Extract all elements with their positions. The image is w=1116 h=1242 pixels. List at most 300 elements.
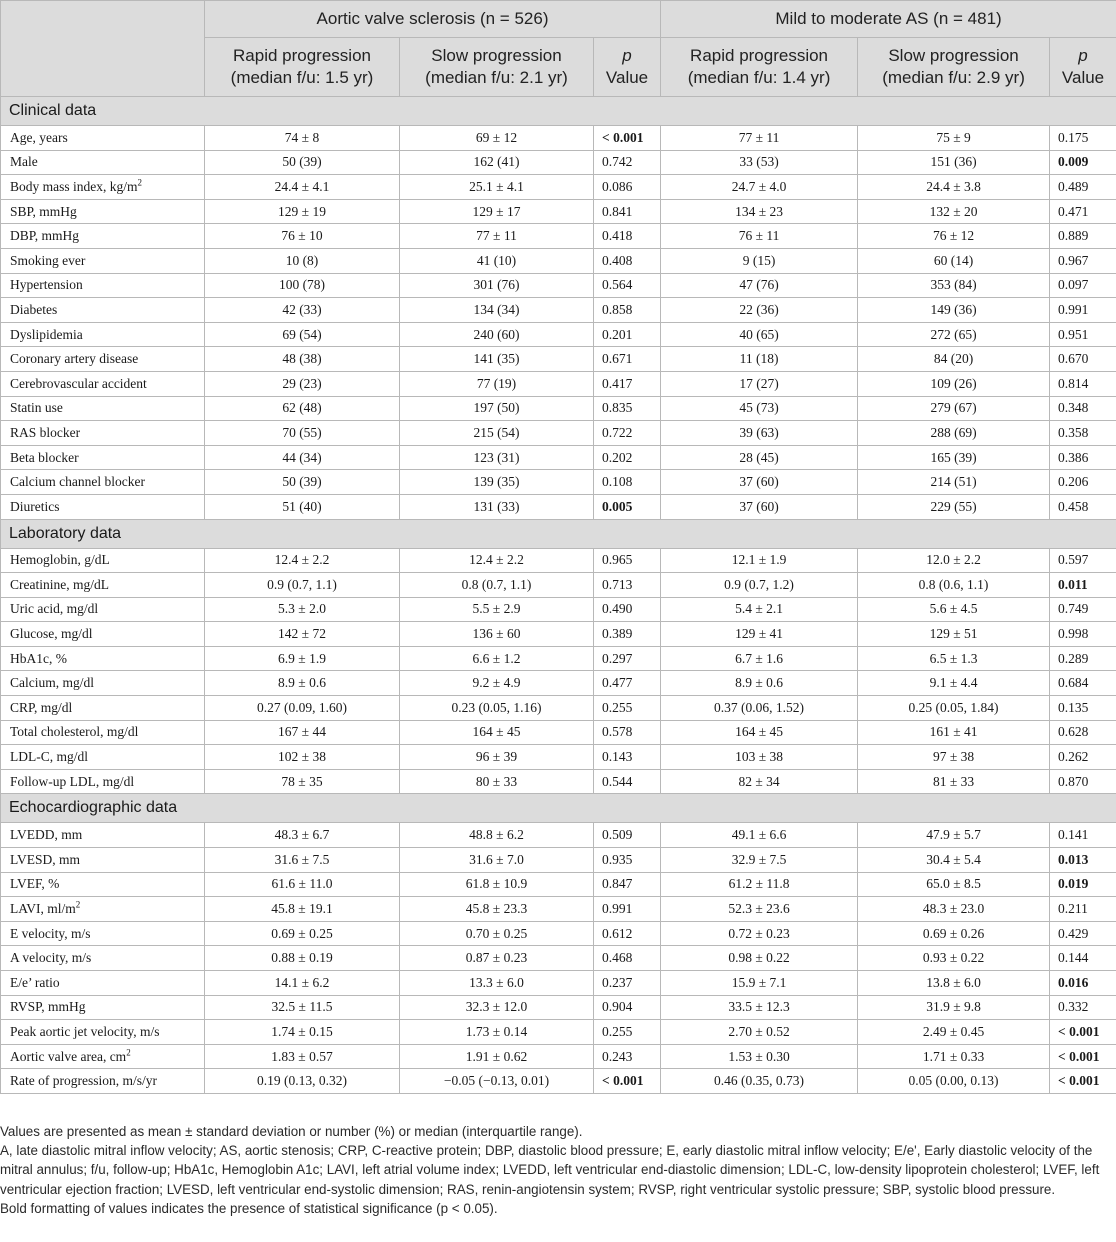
g2-slow-value: 12.0 ± 2.2 <box>858 548 1050 573</box>
row-label-text: Peak aortic jet velocity, m/s <box>10 1023 160 1039</box>
row-label-text: Follow-up LDL, mg/dl <box>10 773 135 789</box>
table-row <box>1 745 1116 770</box>
header-group-mild-moderate-as: Mild to moderate AS (n = 481) <box>661 1 1116 38</box>
g2-slow-value: 0.25 (0.05, 1.84) <box>858 696 1050 721</box>
row-label-text: Statin use <box>10 400 63 416</box>
table-row <box>1 470 1116 495</box>
g1-p-value: 0.564 <box>594 273 661 298</box>
table-row <box>1 347 1116 372</box>
row-label-text: Hypertension <box>10 277 83 293</box>
g2-slow-value: 353 (84) <box>858 273 1050 298</box>
row-label <box>1 848 205 873</box>
row-label-text: LVEF, % <box>10 876 60 892</box>
g2-slow-value: 288 (69) <box>858 421 1050 446</box>
g2-rapid-value: 33 (53) <box>661 150 858 175</box>
row-label <box>1 548 205 573</box>
g2-slow-value: 97 ± 38 <box>858 745 1050 770</box>
g1-rapid-value: 10 (8) <box>205 248 400 273</box>
table-row <box>1 995 1116 1020</box>
row-label-text: Total cholesterol, mg/dl <box>10 724 139 740</box>
g1-p-value: 0.418 <box>594 224 661 249</box>
section-title: Laboratory data <box>1 519 1116 548</box>
g2-p-value: 0.870 <box>1050 769 1116 794</box>
section-title: Echocardiographic data <box>1 794 1116 823</box>
g1-slow-value: 164 ± 45 <box>400 720 594 745</box>
g1-rapid-value: 129 ± 19 <box>205 199 400 224</box>
g1-p-value: 0.847 <box>594 872 661 897</box>
g2-rapid-value: 33.5 ± 12.3 <box>661 995 858 1020</box>
row-label <box>1 371 205 396</box>
section-title: Clinical data <box>1 97 1116 126</box>
g1-slow-value: 1.91 ± 0.62 <box>400 1044 594 1069</box>
g1-p-value: 0.578 <box>594 720 661 745</box>
g2-rapid-value: 103 ± 38 <box>661 745 858 770</box>
g1-rapid-value: 102 ± 38 <box>205 745 400 770</box>
g1-p-value: 0.468 <box>594 946 661 971</box>
g2-slow-value: 65.0 ± 8.5 <box>858 872 1050 897</box>
table-row <box>1 573 1116 598</box>
row-label <box>1 150 205 175</box>
g1-slow-value: 0.87 ± 0.23 <box>400 946 594 971</box>
g2-rapid-value: 12.1 ± 1.9 <box>661 548 858 573</box>
g2-slow-value: 75 ± 9 <box>858 126 1050 151</box>
g1-p-value: 0.904 <box>594 995 661 1020</box>
g1-slow-value: 301 (76) <box>400 273 594 298</box>
row-label-text: Hemoglobin, g/dL <box>10 552 110 568</box>
g2-p-value: 0.358 <box>1050 421 1116 446</box>
g1-rapid-value: 44 (34) <box>205 445 400 470</box>
g1-p-value: 0.202 <box>594 445 661 470</box>
row-label <box>1 646 205 671</box>
section-header-row <box>1 794 1116 823</box>
g1-p-value: 0.490 <box>594 597 661 622</box>
g2-slow-value: 214 (51) <box>858 470 1050 495</box>
g2-p-value: 0.998 <box>1050 622 1116 647</box>
g2-slow-value: 279 (67) <box>858 396 1050 421</box>
g2-rapid-value: 11 (18) <box>661 347 858 372</box>
table-row <box>1 175 1116 200</box>
g2-rapid-value: 164 ± 45 <box>661 720 858 745</box>
row-label <box>1 622 205 647</box>
g1-p-value: 0.935 <box>594 848 661 873</box>
g1-slow-value: 61.8 ± 10.9 <box>400 872 594 897</box>
row-label-text: RAS blocker <box>10 424 81 440</box>
table-row <box>1 897 1116 922</box>
g2-rapid-value: 37 (60) <box>661 470 858 495</box>
g1-rapid-value: 0.69 ± 0.25 <box>205 921 400 946</box>
row-label <box>1 823 205 848</box>
row-label-text: CRP, mg/dl <box>10 699 73 715</box>
section-header-row <box>1 519 1116 548</box>
g1-rapid-value: 42 (33) <box>205 298 400 323</box>
g2-p-value: 0.206 <box>1050 470 1116 495</box>
table-row <box>1 872 1116 897</box>
row-label <box>1 995 205 1020</box>
g2-rapid-value: 134 ± 23 <box>661 199 858 224</box>
row-label-text: Uric acid, mg/dl <box>10 601 99 617</box>
g2-slow-value: 151 (36) <box>858 150 1050 175</box>
g2-slow-value: 0.05 (0.00, 0.13) <box>858 1069 1050 1094</box>
g2-p-value: 0.749 <box>1050 597 1116 622</box>
g1-slow-value: 41 (10) <box>400 248 594 273</box>
g2-slow-value: 132 ± 20 <box>858 199 1050 224</box>
g1-slow-value: 131 (33) <box>400 494 594 519</box>
table-row <box>1 494 1116 519</box>
g2-p-value: 0.332 <box>1050 995 1116 1020</box>
row-label <box>1 421 205 446</box>
g1-p-value: 0.841 <box>594 199 661 224</box>
g2-rapid-value: 47 (76) <box>661 273 858 298</box>
g1-p-value: 0.417 <box>594 371 661 396</box>
header-g2-rapid: Rapid progression (median f/u: 1.4 yr) <box>661 38 858 97</box>
table-row <box>1 421 1116 446</box>
g2-slow-value: 165 (39) <box>858 445 1050 470</box>
footnote-values-format: Values are presented as mean ± standard deviation or number (%) or median (interquartile range). <box>0 1124 583 1139</box>
row-label-text: LVEDD, mm <box>10 827 83 843</box>
g1-rapid-value: 69 (54) <box>205 322 400 347</box>
g1-rapid-value: 62 (48) <box>205 396 400 421</box>
g2-rapid-value: 22 (36) <box>661 298 858 323</box>
row-label <box>1 1020 205 1045</box>
g2-rapid-value: 0.46 (0.35, 0.73) <box>661 1069 858 1094</box>
row-label <box>1 1069 205 1094</box>
g1-slow-value: 139 (35) <box>400 470 594 495</box>
g1-slow-value: 0.8 (0.7, 1.1) <box>400 573 594 598</box>
g1-rapid-value: 167 ± 44 <box>205 720 400 745</box>
g1-rapid-value: 32.5 ± 11.5 <box>205 995 400 1020</box>
g2-slow-value: 6.5 ± 1.3 <box>858 646 1050 671</box>
row-label-text: Aortic valve area, cm <box>10 1048 127 1064</box>
table-row <box>1 971 1116 996</box>
g2-rapid-value: 0.98 ± 0.22 <box>661 946 858 971</box>
row-label-superscript: 2 <box>126 1047 131 1058</box>
g1-p-value: 0.297 <box>594 646 661 671</box>
row-label-text: E velocity, m/s <box>10 925 91 941</box>
row-label <box>1 445 205 470</box>
g1-p-value: 0.086 <box>594 175 661 200</box>
g1-rapid-value: 1.83 ± 0.57 <box>205 1044 400 1069</box>
g1-rapid-value: 51 (40) <box>205 494 400 519</box>
row-label <box>1 946 205 971</box>
g1-p-value: 0.991 <box>594 897 661 922</box>
table-body <box>1 97 1116 1094</box>
g1-p-value: 0.671 <box>594 347 661 372</box>
g2-p-value: 0.684 <box>1050 671 1116 696</box>
row-label-text: Diuretics <box>10 498 60 514</box>
footnote-bold-significance: Bold formatting of values indicates the presence of statistical significance (p < 0.05). <box>0 1200 498 1216</box>
g1-rapid-value: 74 ± 8 <box>205 126 400 151</box>
table-row <box>1 1020 1116 1045</box>
g1-slow-value: 69 ± 12 <box>400 126 594 151</box>
header-g1-rapid: Rapid progression (median f/u: 1.5 yr) <box>205 38 400 97</box>
g2-rapid-value: 37 (60) <box>661 494 858 519</box>
row-label <box>1 126 205 151</box>
g2-slow-value: 31.9 ± 9.8 <box>858 995 1050 1020</box>
g2-p-value: 0.348 <box>1050 396 1116 421</box>
g2-p-value: 0.628 <box>1050 720 1116 745</box>
table-row <box>1 199 1116 224</box>
g2-rapid-value: 61.2 ± 11.8 <box>661 872 858 897</box>
g1-p-value: 0.509 <box>594 823 661 848</box>
g1-slow-value: 96 ± 39 <box>400 745 594 770</box>
g2-rapid-value: 24.7 ± 4.0 <box>661 175 858 200</box>
g1-slow-value: 136 ± 60 <box>400 622 594 647</box>
g2-rapid-value: 40 (65) <box>661 322 858 347</box>
g2-slow-value: 48.3 ± 23.0 <box>858 897 1050 922</box>
g2-slow-value: 81 ± 33 <box>858 769 1050 794</box>
table-row <box>1 823 1116 848</box>
row-label <box>1 224 205 249</box>
g2-p-value: 0.289 <box>1050 646 1116 671</box>
g2-rapid-value: 77 ± 11 <box>661 126 858 151</box>
g1-p-value: 0.237 <box>594 971 661 996</box>
g2-slow-value: 60 (14) <box>858 248 1050 273</box>
g1-rapid-value: 0.27 (0.09, 1.60) <box>205 696 400 721</box>
table-row <box>1 671 1116 696</box>
g1-rapid-value: 45.8 ± 19.1 <box>205 897 400 922</box>
g1-slow-value: 129 ± 17 <box>400 199 594 224</box>
row-label-text: Smoking ever <box>10 252 86 268</box>
row-label-text: Dyslipidemia <box>10 326 83 342</box>
g2-p-value: 0.141 <box>1050 823 1116 848</box>
g2-p-value: 0.471 <box>1050 199 1116 224</box>
g2-p-value: 0.019 <box>1050 872 1116 897</box>
g2-p-value: < 0.001 <box>1050 1069 1116 1094</box>
row-label <box>1 396 205 421</box>
g2-rapid-value: 76 ± 11 <box>661 224 858 249</box>
g1-slow-value: 48.8 ± 6.2 <box>400 823 594 848</box>
table-row <box>1 921 1116 946</box>
g2-slow-value: 0.8 (0.6, 1.1) <box>858 573 1050 598</box>
g2-slow-value: 129 ± 51 <box>858 622 1050 647</box>
header-g2-slow: Slow progression (median f/u: 2.9 yr) <box>858 38 1050 97</box>
g2-p-value: 0.097 <box>1050 273 1116 298</box>
g1-p-value: 0.858 <box>594 298 661 323</box>
table-row <box>1 396 1116 421</box>
row-label <box>1 573 205 598</box>
g1-rapid-value: 61.6 ± 11.0 <box>205 872 400 897</box>
table-row <box>1 126 1116 151</box>
table-row <box>1 720 1116 745</box>
g1-p-value: 0.408 <box>594 248 661 273</box>
g2-rapid-value: 45 (73) <box>661 396 858 421</box>
g2-p-value: 0.489 <box>1050 175 1116 200</box>
g1-p-value: 0.389 <box>594 622 661 647</box>
header-g1-slow: Slow progression (median f/u: 2.1 yr) <box>400 38 594 97</box>
row-label-text: HbA1c, % <box>10 650 67 666</box>
row-label-text: Coronary artery disease <box>10 351 139 367</box>
g1-slow-value: 240 (60) <box>400 322 594 347</box>
g2-p-value: 0.011 <box>1050 573 1116 598</box>
g2-p-value: 0.135 <box>1050 696 1116 721</box>
g2-p-value: 0.458 <box>1050 494 1116 519</box>
g2-p-value: 0.670 <box>1050 347 1116 372</box>
row-label-text: A velocity, m/s <box>10 950 92 966</box>
g1-slow-value: 123 (31) <box>400 445 594 470</box>
table-row <box>1 646 1116 671</box>
g2-p-value: 0.009 <box>1050 150 1116 175</box>
row-label-text: Glucose, mg/dl <box>10 626 93 642</box>
g2-p-value: 0.262 <box>1050 745 1116 770</box>
g1-rapid-value: 142 ± 72 <box>205 622 400 647</box>
header-blank-cell <box>1 1 205 97</box>
g1-slow-value: 77 ± 11 <box>400 224 594 249</box>
row-label-text: LAVI, ml/m <box>10 901 76 917</box>
table-row <box>1 322 1116 347</box>
g2-slow-value: 30.4 ± 5.4 <box>858 848 1050 873</box>
g1-p-value: 0.243 <box>594 1044 661 1069</box>
g1-slow-value: 25.1 ± 4.1 <box>400 175 594 200</box>
g2-rapid-value: 49.1 ± 6.6 <box>661 823 858 848</box>
g1-slow-value: 77 (19) <box>400 371 594 396</box>
row-label <box>1 671 205 696</box>
row-label <box>1 347 205 372</box>
g2-rapid-value: 9 (15) <box>661 248 858 273</box>
g2-slow-value: 109 (26) <box>858 371 1050 396</box>
row-label <box>1 199 205 224</box>
g2-slow-value: 1.71 ± 0.33 <box>858 1044 1050 1069</box>
g1-slow-value: 13.3 ± 6.0 <box>400 971 594 996</box>
g2-p-value: < 0.001 <box>1050 1020 1116 1045</box>
g1-rapid-value: 50 (39) <box>205 470 400 495</box>
g1-rapid-value: 29 (23) <box>205 371 400 396</box>
g1-rapid-value: 0.19 (0.13, 0.32) <box>205 1069 400 1094</box>
table-row <box>1 597 1116 622</box>
g2-p-value: 0.967 <box>1050 248 1116 273</box>
g1-rapid-value: 5.3 ± 2.0 <box>205 597 400 622</box>
g1-rapid-value: 78 ± 35 <box>205 769 400 794</box>
g1-p-value: 0.255 <box>594 1020 661 1045</box>
row-label <box>1 597 205 622</box>
row-label <box>1 720 205 745</box>
g1-p-value: 0.742 <box>594 150 661 175</box>
g1-slow-value: 45.8 ± 23.3 <box>400 897 594 922</box>
g2-rapid-value: 82 ± 34 <box>661 769 858 794</box>
g1-p-value: 0.143 <box>594 745 661 770</box>
row-label-text: Rate of progression, m/s/yr <box>10 1073 157 1089</box>
row-label-superscript: 2 <box>137 177 142 188</box>
g2-p-value: 0.175 <box>1050 126 1116 151</box>
g1-rapid-value: 70 (55) <box>205 421 400 446</box>
g1-rapid-value: 100 (78) <box>205 273 400 298</box>
g1-rapid-value: 31.6 ± 7.5 <box>205 848 400 873</box>
g2-rapid-value: 129 ± 41 <box>661 622 858 647</box>
g2-slow-value: 5.6 ± 4.5 <box>858 597 1050 622</box>
g1-slow-value: 134 (34) <box>400 298 594 323</box>
g2-rapid-value: 32.9 ± 7.5 <box>661 848 858 873</box>
g1-slow-value: 0.70 ± 0.25 <box>400 921 594 946</box>
row-label <box>1 921 205 946</box>
g1-p-value: 0.713 <box>594 573 661 598</box>
g2-slow-value: 47.9 ± 5.7 <box>858 823 1050 848</box>
g2-p-value: 0.951 <box>1050 322 1116 347</box>
g2-p-value: < 0.001 <box>1050 1044 1116 1069</box>
g2-p-value: 0.991 <box>1050 298 1116 323</box>
g1-p-value: < 0.001 <box>594 1069 661 1094</box>
g2-slow-value: 13.8 ± 6.0 <box>858 971 1050 996</box>
row-label-text: Cerebrovascular accident <box>10 375 147 391</box>
g1-rapid-value: 14.1 ± 6.2 <box>205 971 400 996</box>
row-label <box>1 322 205 347</box>
g1-p-value: 0.477 <box>594 671 661 696</box>
g2-rapid-value: 39 (63) <box>661 421 858 446</box>
row-label-text: Calcium, mg/dl <box>10 675 94 691</box>
g1-p-value: 0.544 <box>594 769 661 794</box>
table-row <box>1 150 1116 175</box>
g1-slow-value: 197 (50) <box>400 396 594 421</box>
g2-p-value: 0.814 <box>1050 371 1116 396</box>
row-label <box>1 248 205 273</box>
table-row <box>1 371 1116 396</box>
g2-slow-value: 24.4 ± 3.8 <box>858 175 1050 200</box>
g2-slow-value: 9.1 ± 4.4 <box>858 671 1050 696</box>
header-g1-p-value: p Value <box>594 38 661 97</box>
g2-rapid-value: 17 (27) <box>661 371 858 396</box>
g2-p-value: 0.386 <box>1050 445 1116 470</box>
g1-rapid-value: 1.74 ± 0.15 <box>205 1020 400 1045</box>
g1-rapid-value: 0.88 ± 0.19 <box>205 946 400 971</box>
row-label-text: Calcium channel blocker <box>10 474 145 490</box>
row-label-text: Beta blocker <box>10 449 79 465</box>
g2-slow-value: 272 (65) <box>858 322 1050 347</box>
table-row <box>1 696 1116 721</box>
g2-slow-value: 161 ± 41 <box>858 720 1050 745</box>
g1-rapid-value: 48.3 ± 6.7 <box>205 823 400 848</box>
g2-rapid-value: 0.72 ± 0.23 <box>661 921 858 946</box>
table-row <box>1 445 1116 470</box>
g1-slow-value: −0.05 (−0.13, 0.01) <box>400 1069 594 1094</box>
g1-slow-value: 80 ± 33 <box>400 769 594 794</box>
g2-slow-value: 149 (36) <box>858 298 1050 323</box>
g2-slow-value: 84 (20) <box>858 347 1050 372</box>
g2-rapid-value: 6.7 ± 1.6 <box>661 646 858 671</box>
table-row <box>1 224 1116 249</box>
row-label <box>1 745 205 770</box>
row-label-text: Creatinine, mg/dL <box>10 576 109 592</box>
table-footnotes <box>0 1122 1112 1218</box>
g1-slow-value: 9.2 ± 4.9 <box>400 671 594 696</box>
g1-rapid-value: 12.4 ± 2.2 <box>205 548 400 573</box>
row-label-text: DBP, mmHg <box>10 228 80 244</box>
g1-slow-value: 141 (35) <box>400 347 594 372</box>
g2-p-value: 0.144 <box>1050 946 1116 971</box>
g1-slow-value: 162 (41) <box>400 150 594 175</box>
g2-rapid-value: 0.9 (0.7, 1.2) <box>661 573 858 598</box>
g1-rapid-value: 76 ± 10 <box>205 224 400 249</box>
g1-p-value: 0.835 <box>594 396 661 421</box>
table-row <box>1 548 1116 573</box>
g1-rapid-value: 6.9 ± 1.9 <box>205 646 400 671</box>
header-group-aortic-sclerosis: Aortic valve sclerosis (n = 526) <box>205 1 661 38</box>
g1-p-value: < 0.001 <box>594 126 661 151</box>
row-label <box>1 175 205 200</box>
g1-slow-value: 1.73 ± 0.14 <box>400 1020 594 1045</box>
row-label-text: Male <box>10 154 38 170</box>
row-label <box>1 470 205 495</box>
g2-slow-value: 0.93 ± 0.22 <box>858 946 1050 971</box>
g1-rapid-value: 50 (39) <box>205 150 400 175</box>
row-label-text: Body mass index, kg/m <box>10 178 138 194</box>
section-header-row <box>1 97 1116 126</box>
g1-p-value: 0.005 <box>594 494 661 519</box>
g1-slow-value: 0.23 (0.05, 1.16) <box>400 696 594 721</box>
table-row <box>1 622 1116 647</box>
row-label-superscript: 2 <box>75 899 81 910</box>
table-row <box>1 1069 1116 1094</box>
g2-p-value: 0.211 <box>1050 897 1116 922</box>
row-label-text: LDL-C, mg/dl <box>10 749 88 765</box>
g1-slow-value: 31.6 ± 7.0 <box>400 848 594 873</box>
